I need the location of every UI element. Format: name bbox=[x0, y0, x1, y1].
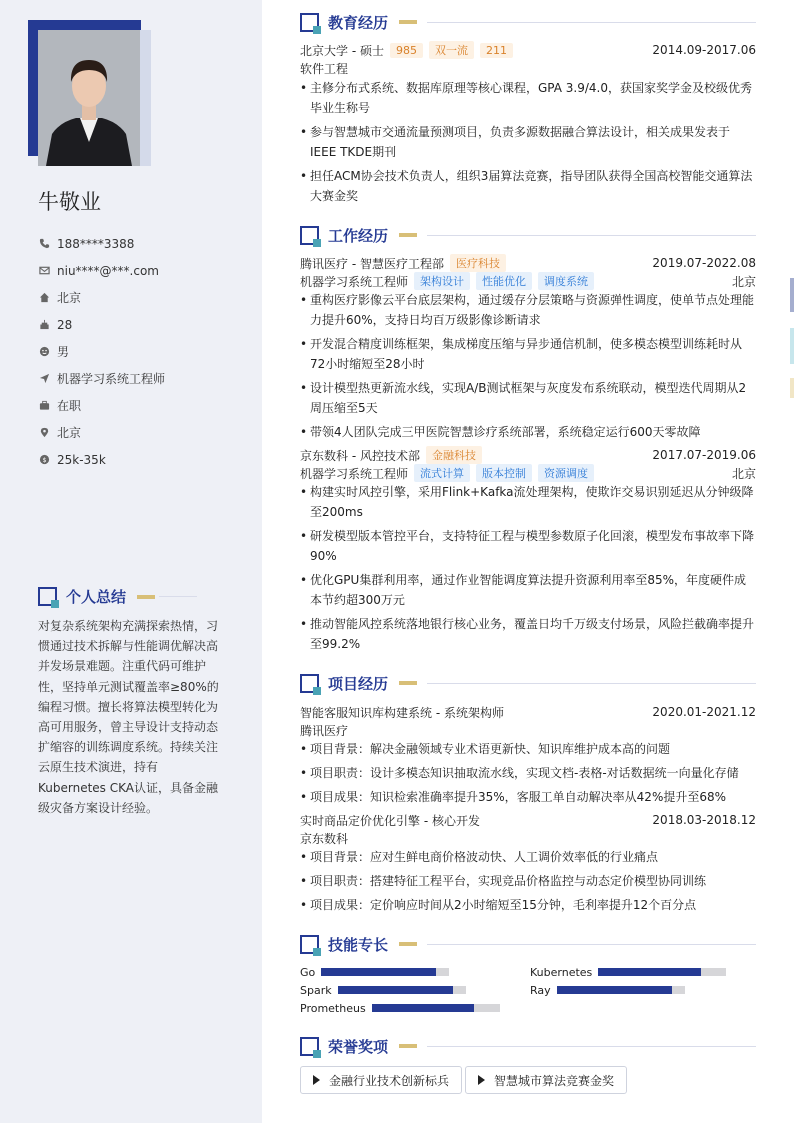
project-org-row bbox=[300, 721, 756, 739]
company-name: 京东数科 - 风控技术部 bbox=[300, 448, 420, 463]
job-role-row bbox=[300, 464, 756, 482]
project-bullet: • 项目职责：设计多模态知识抽取流水线，实现文档-表格-对话数据统一向量化存储 bbox=[300, 763, 756, 783]
skill-bar bbox=[372, 1004, 500, 1012]
job-bullet: • 带领4人团队完成三甲医院智慧诊疗系统部署，系统稳定运行600天零故障 bbox=[300, 422, 756, 442]
edge-mark bbox=[790, 278, 794, 312]
job-bullet: • 开发混合精度训练框架，集成梯度压缩与异步通信机制，使多模态模型训练耗时从72小时缩短至28小时 bbox=[300, 334, 756, 374]
skills-header bbox=[300, 933, 756, 955]
job-date: 2019.07-2022.08 bbox=[652, 256, 756, 270]
project-bullet: • 项目背景：应对生鲜电商价格波动快、人工调价效率低的行业痛点 bbox=[300, 847, 756, 867]
skill-item bbox=[300, 965, 449, 979]
skill-name: Kubernetes bbox=[530, 965, 593, 979]
honor-label: 智慧城市算法竞赛金奖 bbox=[494, 1073, 615, 1088]
project-date: 2018.03-2018.12 bbox=[652, 813, 756, 827]
summary-text: 对复杂系统架构充满探索热情，习惯通过技术拆解与性能调优解决高并发场景难题。注重代码可维护性，坚持单元测试覆盖率≥80%的编程习惯。擅长将算法模型转化为高可用服务，曾主导设计支持动态扩缩容的训练调度系统。持续关注云原生技术演进，持有Kubernetes CKA认证，具备金融级灾备方案设计经验。 bbox=[38, 619, 219, 815]
info-phone: 188****3388 bbox=[38, 230, 165, 257]
education-date: 2014.09-2017.06 bbox=[652, 43, 756, 57]
school-tag: 985 bbox=[390, 43, 423, 58]
phone-icon bbox=[38, 238, 50, 250]
mail-icon bbox=[38, 265, 50, 277]
info-age: 28 bbox=[38, 311, 165, 338]
info-position: 机器学习系统工程师 bbox=[38, 365, 165, 392]
projects-title: 项目经历 bbox=[328, 674, 389, 693]
honors-header bbox=[300, 1035, 756, 1057]
school-tag: 211 bbox=[480, 43, 513, 58]
section-square-icon bbox=[300, 1037, 319, 1056]
job-date: 2017.07-2019.06 bbox=[652, 448, 756, 462]
project-row bbox=[300, 811, 756, 829]
project-bullet: • 项目成果：知识检索准确率提升35%，客服工单自动解决率从42%提升至68% bbox=[300, 787, 756, 807]
education-bullet: • 参与智慧城市交通流量预测项目，负责多源数据融合算法设计，相关成果发表于IEEE TKDE期刊 bbox=[300, 122, 756, 162]
school-name: 北京大学 - 硕士 bbox=[300, 43, 384, 58]
location-icon bbox=[38, 427, 50, 439]
skill-bar bbox=[321, 968, 449, 976]
skill-name: Go bbox=[300, 965, 316, 979]
skill-item bbox=[300, 983, 466, 997]
work-title: 工作经历 bbox=[328, 226, 389, 245]
section-square-icon bbox=[300, 226, 319, 245]
project-bullet: • 项目背景：解决金融领域专业术语更新快、知识库维护成本高的问题 bbox=[300, 739, 756, 759]
skill-bar bbox=[598, 968, 726, 976]
project-date: 2020.01-2021.12 bbox=[652, 705, 756, 719]
project-row bbox=[300, 703, 756, 721]
job-bullet: • 优化GPU集群利用率，通过作业智能调度算法提升资源利用率至85%，年度硬件成本节约超300万元 bbox=[300, 570, 756, 610]
summary-title: 个人总结 bbox=[66, 588, 127, 606]
sidebar bbox=[0, 0, 262, 1123]
salary-icon bbox=[38, 454, 50, 466]
school-tag: 双一流 bbox=[429, 41, 474, 59]
skill-bar bbox=[338, 986, 466, 994]
skills-title: 技能专长 bbox=[328, 935, 389, 954]
svg-text:$: $ bbox=[41, 455, 47, 464]
info-city: 北京 bbox=[38, 419, 165, 446]
project-bullet: • 项目职责：搭建特征工程平台，实现竞品价格监控与动态定价模型协同训练 bbox=[300, 871, 756, 891]
project-org: 京东数科 bbox=[300, 831, 349, 846]
job-row bbox=[300, 254, 756, 272]
skill-tag: 版本控制 bbox=[476, 464, 532, 482]
job-bullet: • 研发模型版本管控平台，支持特征工程与模型参数原子化回滚，模型发布事故率下降90% bbox=[300, 526, 756, 566]
skill-item bbox=[530, 983, 685, 997]
summary-header bbox=[38, 586, 197, 607]
skill-bar bbox=[557, 986, 685, 994]
skill-tag: 调度系统 bbox=[538, 272, 594, 290]
info-email: niu****@***.com bbox=[38, 257, 165, 284]
play-triangle-icon bbox=[313, 1075, 320, 1085]
skill-tag: 资源调度 bbox=[538, 464, 594, 482]
send-icon bbox=[38, 373, 50, 385]
education-header bbox=[300, 11, 756, 33]
project-name: 智能客服知识库构建系统 - 系统架构师 bbox=[300, 705, 504, 720]
projects-header bbox=[300, 672, 756, 694]
education-major-row bbox=[300, 59, 756, 77]
industry-tag: 金融科技 bbox=[426, 446, 482, 464]
gender-icon bbox=[38, 346, 50, 358]
section-square-icon bbox=[38, 587, 57, 606]
job-role-row bbox=[300, 272, 756, 290]
project-org-row bbox=[300, 829, 756, 847]
education-bullet: • 担任ACM协会技术负责人，组织3届算法竞赛，指导团队获得全国高校智能交通算法大赛金奖 bbox=[300, 166, 756, 206]
honor-badge bbox=[300, 1066, 462, 1094]
honor-label: 金融行业技术创新标兵 bbox=[329, 1073, 450, 1088]
skill-tag: 流式计算 bbox=[414, 464, 470, 482]
info-hometown: 北京 bbox=[38, 284, 165, 311]
avatar bbox=[28, 20, 151, 166]
job-role: 机器学习系统工程师 bbox=[300, 274, 409, 289]
job-row bbox=[300, 446, 756, 464]
project-name: 实时商品定价优化引擎 - 核心开发 bbox=[300, 813, 480, 828]
education-row bbox=[300, 41, 756, 59]
section-square-icon bbox=[300, 13, 319, 32]
company-name: 腾讯医疗 - 智慧医疗工程部 bbox=[300, 256, 444, 271]
education-bullet: • 主修分布式系统、数据库原理等核心课程，GPA 3.9/4.0，获国家奖学金及校级优秀毕业生称号 bbox=[300, 78, 756, 118]
info-status: 在职 bbox=[38, 392, 165, 419]
skill-name: Spark bbox=[300, 983, 332, 997]
info-salary: $ 25k-35k bbox=[38, 446, 165, 473]
job-bullet: • 推动智能风控系统落地银行核心业务，覆盖日均千万级支付场景，风险拦截确率提升至99.2% bbox=[300, 614, 756, 654]
skill-name: Ray bbox=[530, 983, 551, 997]
section-square-icon bbox=[300, 674, 319, 693]
job-bullet: • 构建实时风控引擎，采用Flink+Kafka流处理架构，使欺诈交易识别延迟从分钟级降至200ms bbox=[300, 482, 756, 522]
info-gender: 男 bbox=[38, 338, 165, 365]
skill-tag: 性能优化 bbox=[476, 272, 532, 290]
play-triangle-icon bbox=[478, 1075, 485, 1085]
edge-mark bbox=[790, 378, 794, 398]
job-city: 北京 bbox=[731, 274, 756, 289]
skill-tag: 架构设计 bbox=[414, 272, 470, 290]
skill-name: Prometheus bbox=[300, 1001, 366, 1015]
briefcase-icon bbox=[38, 400, 50, 412]
education-title: 教育经历 bbox=[328, 13, 389, 32]
major: 软件工程 bbox=[300, 61, 349, 76]
portrait-photo bbox=[38, 30, 140, 166]
job-role: 机器学习系统工程师 bbox=[300, 466, 409, 481]
job-bullet: • 重构医疗影像云平台底层架构，通过缓存分层策略与资源弹性调度，使单节点处理能力提升60%，支持日均百万级影像诊断请求 bbox=[300, 290, 756, 330]
section-square-icon bbox=[300, 935, 319, 954]
skill-item bbox=[300, 1001, 500, 1015]
candidate-name: 牛敬业 bbox=[38, 190, 101, 214]
home-icon bbox=[38, 292, 50, 304]
job-bullet: • 设计模型热更新流水线，实现A/B测试框架与灰度发布系统联动，模型迭代周期从2周压缩至5天 bbox=[300, 378, 756, 418]
edge-mark bbox=[790, 328, 794, 364]
skill-item bbox=[530, 965, 726, 979]
job-city: 北京 bbox=[731, 466, 756, 481]
project-org: 腾讯医疗 bbox=[300, 723, 349, 738]
industry-tag: 医疗科技 bbox=[450, 254, 506, 272]
honors-title: 荣誉奖项 bbox=[328, 1037, 389, 1056]
cake-icon bbox=[38, 319, 50, 331]
contact-info-list bbox=[38, 230, 165, 473]
work-header bbox=[300, 224, 756, 246]
project-bullet: • 项目成果：定价响应时间从2小时缩短至15分钟，毛利率提升12个百分点 bbox=[300, 895, 756, 915]
honor-badge bbox=[465, 1066, 627, 1094]
